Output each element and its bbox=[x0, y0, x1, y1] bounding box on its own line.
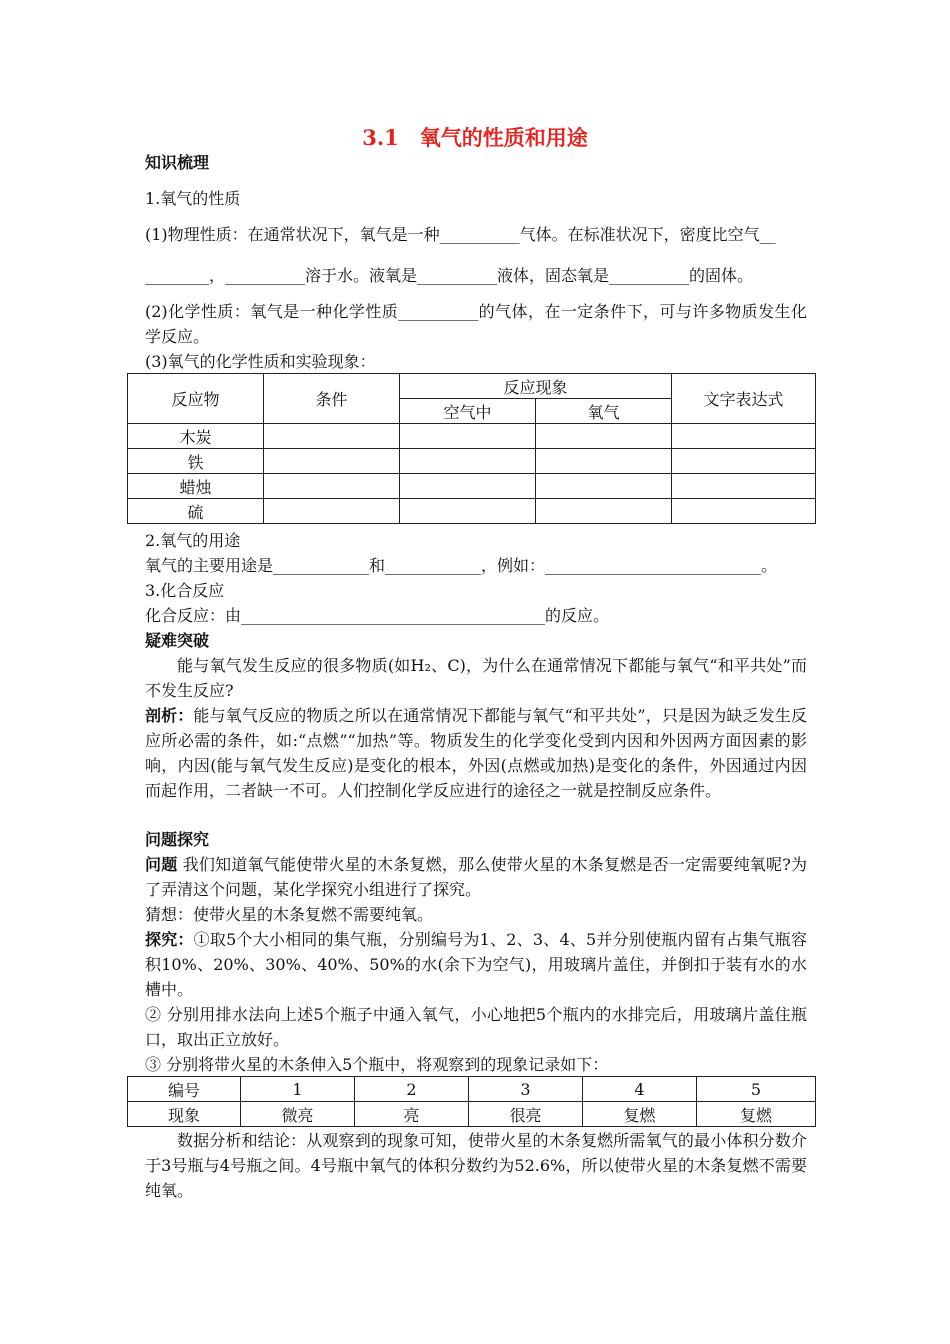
paragraph: 氧气的主要用途是____________和____________，例如：___________________________。 bbox=[145, 556, 778, 575]
section-heading: 知识梳理 bbox=[145, 153, 210, 172]
header-cell: 反应物 bbox=[128, 374, 264, 424]
cell: 亮 bbox=[355, 1102, 469, 1127]
header-cell: 条件 bbox=[264, 374, 400, 424]
section-heading: 疑难突破 bbox=[145, 631, 210, 650]
table-row bbox=[128, 1102, 816, 1127]
paragraph: 化合反应：由______________________________________的反应。 bbox=[145, 606, 610, 625]
table-row bbox=[128, 499, 816, 524]
header-cell: 编号 bbox=[128, 1077, 241, 1102]
paragraph: ② 分别用排水法向上述5个瓶子中通入氧气，小心地把5个瓶内的水排完后，用玻璃片盖住瓶口，取出正立放好。 bbox=[145, 1005, 807, 1049]
paragraph: (1)物理性质：在通常状况下，氧气是一种__________气体。在标准状况下，密度比空气__ bbox=[145, 225, 776, 244]
text: 能与氧气反应的物质之所以在通常情况下都能与氧气“和平共处”，只是因为缺乏发生反应所必需的条件，如:“点燃”“加热”等。物质发生的化学变化受到内因和外因两方面因素的影响，内因(能与氧气发生反应)是变化的根本，外因(点燃或加热)是变化的条件，外因通过内因而起作用，二者缺一不可。人们控制化学反应进行的途径之一就是控制反应条件。 bbox=[145, 706, 807, 800]
question: 能与氧气发生反应的很多物质(如H₂、C)，为什么在通常情况下都能与氧气“和平共处”而不发生反应? bbox=[145, 656, 807, 700]
cell: 微亮 bbox=[241, 1102, 355, 1127]
cell: 4 bbox=[583, 1077, 697, 1102]
cell: 复燃 bbox=[583, 1102, 697, 1127]
problem bbox=[145, 852, 807, 902]
text: 我们知道氧气能使带火星的木条复燃，那么使带火星的木条复燃是否一定需要纯氧呢?为了弄清这个问题，某化学探究小组进行了探究。 bbox=[145, 855, 807, 899]
cell: 蜡烛 bbox=[128, 474, 264, 499]
page-title: 3.1 氧气的性质和用途 bbox=[362, 125, 588, 150]
paragraph: (2)化学性质：氧气是一种化学性质__________的气体，在一定条件下，可与许多物质发生化学反应。 bbox=[145, 302, 807, 346]
cell: 复燃 bbox=[697, 1102, 816, 1127]
label: 问题 bbox=[145, 855, 178, 874]
section-heading: 问题探究 bbox=[145, 830, 210, 849]
header-cell: 反应现象 bbox=[400, 374, 672, 399]
table-row bbox=[128, 1077, 816, 1102]
subheading: 3.化合反应 bbox=[145, 581, 225, 600]
label: 探究： bbox=[145, 930, 194, 949]
paragraph bbox=[145, 927, 807, 1002]
paragraph: ________，__________溶于水。液氧是__________液体，固态氧是__________的固体。 bbox=[145, 266, 754, 285]
cell: 硫 bbox=[128, 499, 264, 524]
subheading: 1.氧气的性质 bbox=[145, 189, 241, 208]
paragraph: (3)氧气的化学性质和实验现象： bbox=[145, 352, 376, 371]
analysis bbox=[145, 703, 807, 803]
text: ①取5个大小相同的集气瓶，分别编号为1、2、3、4、5并分别使瓶内留有占集气瓶容积10%、20%、30%、40%、50%的水(余下为空气)，用玻璃片盖住，并倒扣于装有水的水槽中。 bbox=[145, 930, 807, 999]
cell: 1 bbox=[241, 1077, 355, 1102]
paragraph: ③ 分别将带火星的木条伸入5个瓶中，将观察到的现象记录如下： bbox=[145, 1055, 609, 1074]
subheading: 2.氧气的用途 bbox=[145, 531, 241, 550]
observation-table bbox=[127, 1076, 816, 1127]
cell: 5 bbox=[697, 1077, 816, 1102]
paragraph: 猜想：使带火星的木条复燃不需要纯氧。 bbox=[145, 905, 434, 924]
cell: 铁 bbox=[128, 449, 264, 474]
cell: 3 bbox=[469, 1077, 583, 1102]
header-cell: 氧气 bbox=[536, 399, 672, 424]
table-row bbox=[128, 449, 816, 474]
label: 剖析： bbox=[145, 706, 194, 725]
header-cell: 空气中 bbox=[400, 399, 536, 424]
table-row bbox=[128, 474, 816, 499]
cell: 2 bbox=[355, 1077, 469, 1102]
table-row bbox=[128, 424, 816, 449]
conclusion: 数据分析和结论：从观察到的现象可知，使带火星的木条复燃所需氧气的最小体积分数介于3号瓶与4号瓶之间。4号瓶中氧气的体积分数约为52.6%，所以使带火星的木条复燃不需要纯氧。 bbox=[145, 1131, 807, 1200]
reaction-table bbox=[127, 373, 816, 524]
cell: 木炭 bbox=[128, 424, 264, 449]
header-cell: 文字表达式 bbox=[672, 374, 816, 424]
header-cell: 现象 bbox=[128, 1102, 241, 1127]
cell: 很亮 bbox=[469, 1102, 583, 1127]
